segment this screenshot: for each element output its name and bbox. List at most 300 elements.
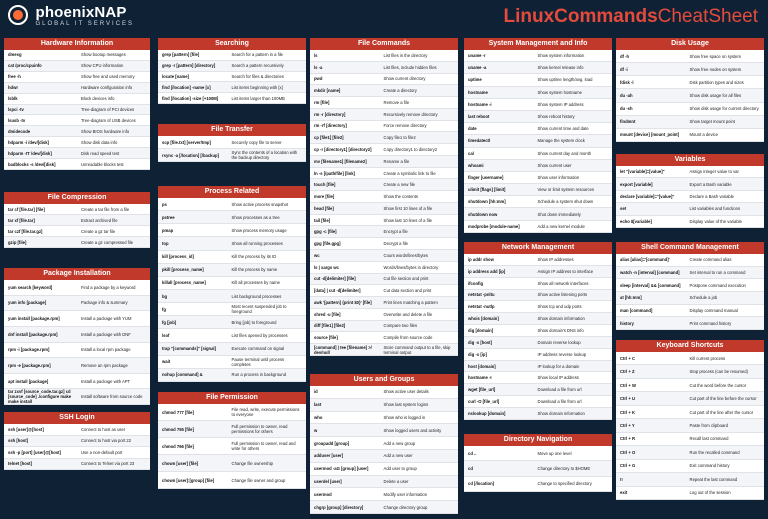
command-description: Show system information xyxy=(537,53,585,59)
command-text: Ctrl + G xyxy=(620,463,636,469)
command-row xyxy=(464,361,612,373)
command-row xyxy=(310,168,458,180)
command-description: Log out of the session xyxy=(689,490,731,496)
command-description: Connect to host via port 22 xyxy=(81,438,132,444)
panel-search xyxy=(158,38,306,104)
command-description: Disk partition types and sizes xyxy=(689,79,744,85)
command-description: Encrypt a file xyxy=(383,229,408,235)
command-text: Ctrl + U xyxy=(620,396,636,402)
command-row xyxy=(4,459,150,471)
section-title: System Management and Info xyxy=(464,38,612,50)
command-text: Ctrl + C xyxy=(620,355,636,361)
command-row xyxy=(616,292,764,305)
command-row xyxy=(310,501,458,514)
command-description: Extract archived file xyxy=(81,217,118,223)
command-description: IP lookup for a domain xyxy=(537,363,580,369)
phoenixnap-logo xyxy=(8,5,134,28)
command-row xyxy=(4,447,150,459)
command-row xyxy=(616,50,764,63)
command-row xyxy=(464,266,612,278)
command-description: Search a pattern recursively xyxy=(231,63,284,69)
command-description: Rename a file xyxy=(383,158,410,164)
command-row xyxy=(464,254,612,266)
command-row xyxy=(464,148,612,160)
command-row xyxy=(310,156,458,168)
command-row xyxy=(310,74,458,86)
panel-compression xyxy=(4,192,150,248)
panel-install xyxy=(4,268,150,405)
command-description: Show IP addresses xyxy=(537,256,574,262)
command-description: Show last system logins xyxy=(383,402,429,408)
command-description: Show CPU information xyxy=(81,63,124,69)
command-text: rm -r [directory] xyxy=(314,111,346,117)
command-description: Show disk usage for current directory xyxy=(689,106,759,112)
command-description: Recursively remove directory xyxy=(383,111,438,117)
command-description: Show active user details xyxy=(383,389,429,395)
section-title: SSH Login xyxy=(4,412,150,424)
command-row xyxy=(4,105,150,116)
command-text: source [file] xyxy=(314,335,338,341)
command-list xyxy=(616,352,764,500)
command-row xyxy=(4,83,150,94)
command-text: cut -d[delimiter] [file] xyxy=(314,276,356,282)
command-text: dig -x [ip] xyxy=(468,351,487,357)
command-text: cp [file1] [file2] xyxy=(314,135,344,141)
command-row xyxy=(616,305,764,318)
command-row xyxy=(158,356,306,369)
command-text: tar cf [file.tar] [file] xyxy=(8,206,45,212)
command-description: Show all running processes xyxy=(231,240,283,246)
command-row xyxy=(464,221,612,233)
command-description: Install a package with DNF xyxy=(81,331,131,337)
command-text: pkill [process_name] xyxy=(162,267,204,273)
command-description: Change file owner and group xyxy=(231,477,286,483)
command-text: ls -a xyxy=(314,64,323,70)
panel-shell xyxy=(616,242,764,330)
command-text: netstat -pnltu xyxy=(468,292,495,298)
command-row xyxy=(616,392,764,405)
command-row xyxy=(616,178,764,190)
command-text: Ctrl + O xyxy=(620,449,636,455)
command-description: Copy file1 to file2 xyxy=(383,135,416,141)
command-row xyxy=(158,93,306,104)
command-description: Pause terminal until process completes xyxy=(231,356,285,367)
panel-variables xyxy=(616,154,764,228)
section-title: Variables xyxy=(616,154,764,166)
command-description: Show current directory xyxy=(383,76,426,82)
command-text: rpm -i [package.rpm] xyxy=(8,347,50,353)
command-text: chown [user]:[group] [file] xyxy=(162,477,215,483)
command-text: shutdown now xyxy=(468,211,498,217)
command-description: List items beginning with [x] xyxy=(231,84,283,90)
command-list xyxy=(310,50,458,356)
command-text: trap "[commands]" [signal] xyxy=(162,346,216,352)
command-text: ls | xargs wc xyxy=(314,264,339,270)
command-description: Add a new kernel module xyxy=(537,223,585,229)
command-description: Show reboot history xyxy=(537,114,575,120)
command-row xyxy=(616,191,764,203)
panel-ssh xyxy=(4,412,150,470)
command-description: Compare two files xyxy=(383,323,418,329)
command-text: lsblk xyxy=(8,96,18,102)
command-text: scp [file.txt] [server/tmp] xyxy=(162,139,211,145)
command-text: diff [file1] [file2] xyxy=(314,323,346,329)
command-row xyxy=(310,386,458,399)
command-description: Show uptime length/avg. load xyxy=(537,77,593,83)
command-text: cp -r [directory1] [directory2] xyxy=(314,147,372,152)
panel-hardware xyxy=(4,38,150,170)
command-description: Download a file from url xyxy=(537,399,582,405)
command-description: Modify user information xyxy=(383,491,428,497)
command-description: Connect to Telnet via port 23 xyxy=(81,461,135,467)
panel-permission xyxy=(158,392,306,489)
command-list xyxy=(616,50,764,142)
command-description: Cut data section and print xyxy=(383,288,432,294)
command-description: Show processes as a tree xyxy=(231,214,280,220)
command-row xyxy=(616,216,764,228)
command-list xyxy=(158,50,306,104)
section-title: Directory Navigation xyxy=(464,434,612,446)
command-row xyxy=(464,396,612,408)
command-description: Create a symbolic link to file xyxy=(383,170,436,176)
command-text: pstree xyxy=(162,214,175,220)
command-text: hdwr xyxy=(8,85,19,91)
command-row xyxy=(310,450,458,463)
section-title: Package Installation xyxy=(4,268,150,280)
command-description: List background processes xyxy=(231,293,282,299)
command-description: Show tcp and udp ports xyxy=(537,304,582,310)
command-text: yum install [package.rpm] xyxy=(8,316,60,322)
command-text: gpg -c [file] xyxy=(314,229,337,235)
command-row xyxy=(4,72,150,83)
command-row xyxy=(310,179,458,191)
command-description: Install software from source code xyxy=(81,394,143,400)
command-description: Decrypt a file xyxy=(383,241,408,247)
command-description: Show bootup messages xyxy=(81,52,126,58)
command-description: Show active listening ports xyxy=(537,292,588,298)
command-row xyxy=(4,115,150,126)
command-text: killall [process_name] xyxy=(162,280,206,286)
command-description: Kill the process by its ID xyxy=(231,254,277,260)
command-list xyxy=(310,386,458,514)
command-row xyxy=(616,406,764,419)
command-text: lspci -tv xyxy=(8,106,24,112)
command-text: man [command] xyxy=(620,307,653,313)
command-list xyxy=(4,424,150,470)
command-row xyxy=(4,280,150,296)
command-text: ps xyxy=(162,201,167,207)
command-text: cal xyxy=(468,150,474,156)
command-text: awk '[pattern] {print $0}' [file] xyxy=(314,299,372,305)
phoenix-logo-icon xyxy=(8,5,28,25)
command-row xyxy=(464,301,612,313)
command-description: List files opened by processes xyxy=(231,332,288,338)
command-text: history xyxy=(620,320,634,326)
command-list xyxy=(616,166,764,228)
command-description: Block devices info xyxy=(81,96,115,102)
command-description: Compile from source code xyxy=(383,335,433,341)
page-title xyxy=(504,6,758,28)
command-row xyxy=(616,487,764,500)
command-row xyxy=(464,99,612,111)
command-text: gzip [file] xyxy=(8,239,27,245)
command-description: Sync the contents of a location with the backup directory xyxy=(231,150,298,160)
command-row xyxy=(464,313,612,325)
section-title: Shell Command Management xyxy=(616,242,764,254)
command-text: who xyxy=(314,414,323,420)
command-description: Show free nodes on system xyxy=(689,66,742,72)
command-description: Change to specified directory xyxy=(537,481,592,487)
command-text: cd .. xyxy=(468,450,477,456)
command-text: uname -a xyxy=(468,65,487,71)
command-row xyxy=(158,369,306,382)
command-description: Store command output to a file, skip terminal output xyxy=(383,344,451,355)
command-row xyxy=(616,166,764,178)
command-description: Create a gz compressed file xyxy=(81,239,134,245)
command-text: tar czf [file.tar.gz] xyxy=(8,228,43,234)
command-text: find [/location] -size [+100M] xyxy=(162,95,219,101)
command-text: chmod 777 [file] xyxy=(162,409,194,415)
command-text: Ctrl + Z xyxy=(620,369,635,375)
command-description: Add user to group xyxy=(383,466,417,472)
command-description: Mount a device xyxy=(689,132,718,138)
command-row xyxy=(158,329,306,342)
command-text: cat /proc/cpuinfo xyxy=(8,63,42,69)
command-row xyxy=(4,296,150,312)
command-text: uptime xyxy=(468,77,482,83)
command-row xyxy=(310,476,458,489)
command-description: List items larger than 100MB xyxy=(231,95,285,101)
command-row xyxy=(464,408,612,420)
command-description: Show local IP address xyxy=(537,375,579,381)
command-description: Domain reverse lookup xyxy=(537,339,581,345)
command-text: [data] | cut -d[delimiter] xyxy=(314,288,361,294)
command-description: Show last 10 lines of a file xyxy=(383,217,432,223)
command-row xyxy=(310,191,458,203)
command-description: Show kernel release info xyxy=(537,65,584,71)
command-row xyxy=(616,473,764,486)
command-description: Schedule a job xyxy=(689,295,718,301)
command-description: Exit command history xyxy=(689,463,730,469)
command-row xyxy=(158,251,306,264)
command-description: Create a directory xyxy=(383,88,417,94)
command-text: du -ah xyxy=(620,92,633,98)
command-row xyxy=(158,237,306,250)
command-row xyxy=(4,389,150,405)
command-description: Recall last command xyxy=(689,436,729,442)
command-description: Bring [job] to foreground xyxy=(231,319,277,325)
section-title: Users and Groups xyxy=(310,374,458,386)
command-text: yum search [keyword] xyxy=(8,284,53,290)
brand-tagline: GLOBAL IT SERVICES xyxy=(35,21,135,27)
panel-navigation xyxy=(464,434,612,492)
command-description: Show domain's DNS info xyxy=(537,327,584,333)
command-text: Ctrl + Y xyxy=(620,422,635,428)
section-title: Process Related xyxy=(158,186,306,198)
command-text: fg xyxy=(162,306,166,312)
command-row xyxy=(310,203,458,215)
section-title: Keyboard Shortcuts xyxy=(616,340,764,352)
command-text: dnf install [package.rpm] xyxy=(8,331,58,337)
command-text: ulimit [flags] [limit] xyxy=(468,187,506,193)
command-text: dig -x [host] xyxy=(468,339,492,345)
command-row xyxy=(616,379,764,392)
command-text: top xyxy=(162,240,169,246)
command-text: whoami xyxy=(468,162,484,168)
command-row xyxy=(310,226,458,238)
command-text: !! xyxy=(620,476,623,482)
command-description: Most recent suspended job to foreground xyxy=(231,304,287,315)
command-description: Assign IP address to interface xyxy=(537,268,594,274)
panel-shortcuts xyxy=(616,340,764,500)
command-text: nslookup [domain] xyxy=(468,410,506,416)
command-description: Show system IP address xyxy=(537,101,584,107)
command-row xyxy=(158,149,306,162)
command-text: dig [domain] xyxy=(468,327,494,333)
command-text: findmnt xyxy=(620,119,636,125)
command-text: declare [variable]="[value]" xyxy=(620,193,675,199)
command-description: IP address reverse lookup xyxy=(537,351,587,357)
panel-files xyxy=(310,38,458,356)
command-description: Delete a user xyxy=(383,478,409,484)
command-description: Words/lines/bytes in directory xyxy=(383,264,439,270)
command-description: Display command manual xyxy=(689,307,738,313)
command-description: Display value of the variable xyxy=(689,218,742,224)
command-row xyxy=(616,76,764,89)
command-description: Kill current process xyxy=(689,355,726,361)
command-row xyxy=(310,488,458,501)
command-text: ssh -p [port] [user]@[host] xyxy=(8,449,61,455)
command-row xyxy=(616,63,764,76)
command-row xyxy=(310,309,458,321)
command-row xyxy=(158,277,306,290)
command-description: Show disk data info xyxy=(81,139,118,145)
command-description: Hardware configuration info xyxy=(81,85,133,91)
command-text: groupadd [group] xyxy=(314,440,350,446)
command-text: cd xyxy=(468,465,473,471)
command-list xyxy=(158,136,306,162)
command-description: Cut the word before the cursor xyxy=(689,382,747,388)
command-row xyxy=(4,311,150,327)
command-row xyxy=(310,144,458,156)
command-text: rpm -e [package.rpm] xyxy=(8,362,51,368)
command-text: df -h xyxy=(620,53,630,59)
command-text: Ctrl + R xyxy=(620,436,636,442)
command-text: wget [file_url] xyxy=(468,387,496,393)
command-description: Show current day and month xyxy=(537,150,592,156)
command-description: Show domain information xyxy=(537,316,585,322)
command-row xyxy=(158,82,306,93)
panel-disk xyxy=(616,38,764,142)
command-text: adduser [user] xyxy=(314,453,344,459)
command-row xyxy=(4,374,150,390)
command-row xyxy=(4,327,150,343)
command-row xyxy=(464,446,612,461)
command-row xyxy=(310,344,458,356)
command-description: Disk read speed test xyxy=(81,150,120,156)
command-row xyxy=(310,274,458,286)
command-row xyxy=(4,148,150,159)
command-description: Show who is logged in xyxy=(383,414,426,420)
command-list xyxy=(464,254,612,420)
command-list xyxy=(464,50,612,233)
command-row xyxy=(464,50,612,62)
command-list xyxy=(158,404,306,489)
command-row xyxy=(464,349,612,361)
command-description: Paste from clipboard xyxy=(689,422,728,428)
command-description: Show process memory usage xyxy=(231,227,287,233)
command-text: dmidecode xyxy=(8,128,31,134)
command-description: List files, include hidden files xyxy=(383,64,437,70)
command-row xyxy=(464,290,612,302)
command-row xyxy=(310,109,458,121)
command-text: watch -n [interval] [command] xyxy=(620,269,680,275)
command-description: Cut file section and print xyxy=(383,276,429,282)
command-description: Use a non-default port xyxy=(81,449,123,455)
command-row xyxy=(464,160,612,172)
command-row xyxy=(464,278,612,290)
command-text: tail [file] xyxy=(314,217,331,223)
command-text: usermod -aG [group] [user] xyxy=(314,466,369,472)
command-row xyxy=(4,137,150,148)
command-row xyxy=(310,399,458,412)
section-title: File Permission xyxy=(158,392,306,404)
command-text: df -i xyxy=(620,66,628,72)
command-text: ip addr show xyxy=(468,256,494,262)
command-description: Force remove directory xyxy=(383,123,427,129)
command-row xyxy=(4,204,150,215)
command-text: userdel [user] xyxy=(314,478,342,484)
command-row xyxy=(616,267,764,280)
command-row xyxy=(158,198,306,211)
command-text: rm [file] xyxy=(314,99,330,105)
command-text: ls xyxy=(314,52,318,58)
command-row xyxy=(310,121,458,133)
command-row xyxy=(4,424,150,436)
command-text: shred -u [file] xyxy=(314,311,341,317)
command-text: touch [file] xyxy=(314,182,336,188)
section-title: Searching xyxy=(158,38,306,50)
command-description: Add a new user xyxy=(383,453,413,459)
command-row xyxy=(464,196,612,208)
command-text: gpg [file.gpg] xyxy=(314,241,341,247)
section-title: Disk Usage xyxy=(616,38,764,50)
command-text: export [variable] xyxy=(620,181,653,187)
title-light: CheatSheet xyxy=(657,6,758,27)
command-description: Show all network interfaces xyxy=(537,280,589,286)
command-text: pwd xyxy=(314,76,323,82)
command-text: head [file] xyxy=(314,205,334,211)
command-text: fdisk -l xyxy=(620,79,634,85)
command-row xyxy=(158,136,306,149)
command-description: Copy directory1 to directory2 xyxy=(383,147,438,152)
section-title: Hardware Information xyxy=(4,38,150,50)
command-text: tar zxvf [source_code.tar.gz] cd [source_code] ./configure make make install xyxy=(8,389,72,405)
command-text: w xyxy=(314,427,318,433)
command-text: lsof xyxy=(162,332,170,338)
command-row xyxy=(4,50,150,61)
brand-name: phoenixNAP xyxy=(35,4,127,21)
command-text: grep [pattern] [file] xyxy=(162,52,200,58)
command-row xyxy=(4,94,150,105)
command-description: Show logged users and activity xyxy=(383,427,442,433)
panel-process xyxy=(158,186,306,382)
command-text: hdparm -tT /dev/[disk] xyxy=(8,150,52,156)
command-list xyxy=(158,198,306,382)
command-row xyxy=(310,262,458,274)
command-text: modprobe [module-name] xyxy=(468,223,520,229)
command-text: shutdown [hh:mm] xyxy=(468,199,506,205)
